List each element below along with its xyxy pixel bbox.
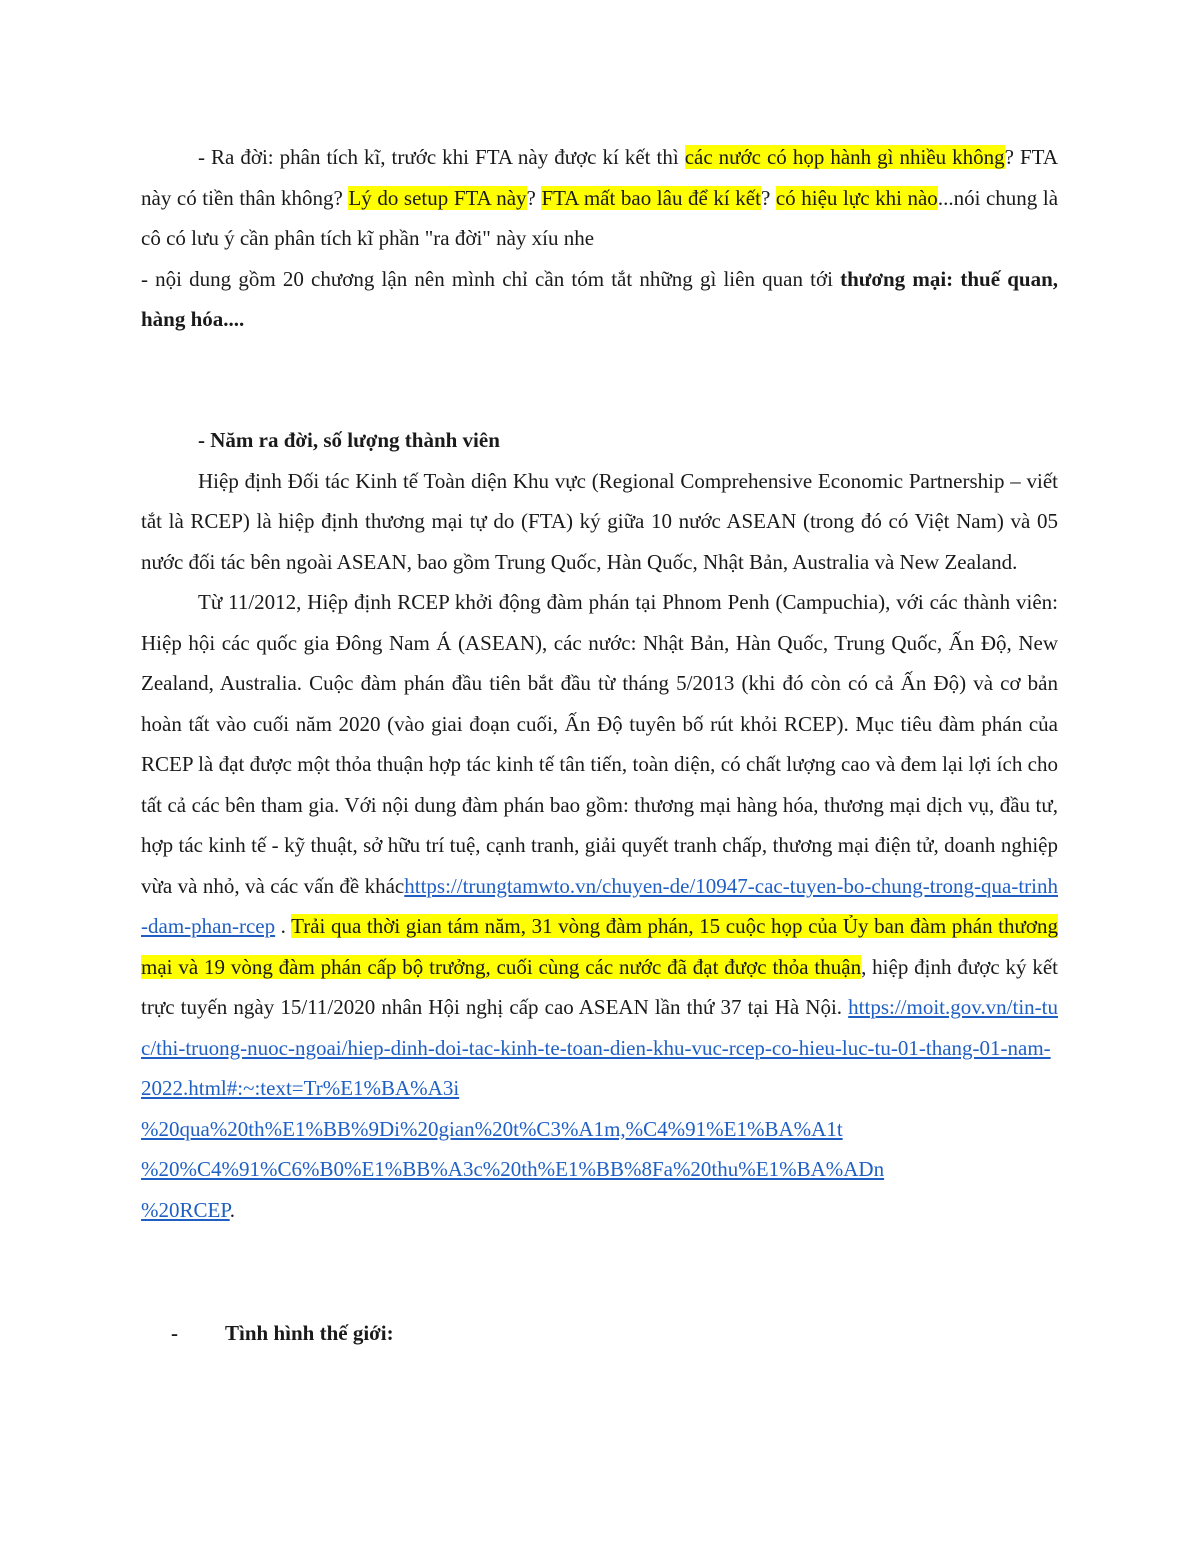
trungtamwto-link[interactable]: https://trungtamwto.vn/chuyen-de/10947-cac-tuyen-bo-chung-trong-qua-trinh-dam-phan-rcep <box>141 873 1058 938</box>
intro-notes <box>141 137 1058 340</box>
text-run: - nội dung gồm 20 chương lận nên mình chỉ cần tóm tắt những gì liên quan tới <box>141 266 841 291</box>
link-segment[interactable]: %20%C4%91%C6%B0%E1%BB%A3c%20th%E1%BB%8Fa%20thu%E1%BA%ADn <box>141 1157 885 1181</box>
highlight-text: Lý do setup FTA này <box>348 185 527 210</box>
section-heading: - Năm ra đời, số lượng thành viên <box>198 428 500 452</box>
section-heading <box>141 1313 1058 1354</box>
bold-text: thương mại: thuế quan, hàng hóa.... <box>141 266 1058 331</box>
section-founding-members <box>141 420 1058 1230</box>
text-run: ? <box>760 185 776 210</box>
intro-paragraph-1 <box>141 137 1058 259</box>
text-run: Từ 11/2012, Hiệp định RCEP khởi động đàm phán tại Phnom Penh (Campuchia), với các thành viên: Hiệp hội các quốc gia Đông Nam Á (ASEAN), các nước: Nhật Bản, Hàn Quốc, Trung Quốc, Ấn Độ, New Zealand, Australia. Cuộc đàm phán đầu tiên bắt đầu từ tháng 5/2013 (khi đó còn có cả Ấn Độ) và cơ bản hoàn tất vào cuối năm 2020 (vào giai đoạn cuối, Ấn Độ tuyên bố rút khỏi RCEP). Mục tiêu đàm phán của RCEP là đạt được một thỏa thuận hợp tác kinh tế tân tiến, toàn diện, có chất lượng cao và đem lại lợi ích cho tất cả các bên tham gia. Với nội dung đàm phán bao gồm: thương mại hàng hóa, thương mại dịch vụ, đầu tư, hợp tác kinh tế - kỹ thuật, sở hữu trí tuệ, cạnh tranh, giải quyết tranh chấp, thương mại điện tử, doanh nghiệp vừa và nhỏ, và các vấn đề khác <box>141 590 1058 898</box>
text-run: . <box>275 914 292 938</box>
moit-link[interactable] <box>141 995 1058 1222</box>
list-dash: - <box>171 1321 178 1345</box>
link-segment[interactable]: https://moit.gov.vn/tin-tuc/thi-truong-nuoc-ngoai/hiep-dinh-doi-tac-kinh-te-toan-dien-khu-vuc-rcep-co-hieu-luc-tu-01-thang-01-nam-2022.html#:~:text=Tr%E1%BA%A3i <box>141 995 1058 1100</box>
text-run: , hiệp định được ký kết trực tuyến ngày 15/11/2020 nhân Hội nghị cấp cao ASEAN lần thứ 37 tại Hà Nội. <box>141 954 1058 1019</box>
text-run: ? FTA này có tiền thân không? <box>141 145 1058 210</box>
text-run: - Ra đời: phân tích kĩ, trước khi FTA này được kí kết thì <box>198 145 685 169</box>
rcep-history-paragraph <box>141 582 1058 1230</box>
highlight-text: có hiệu lực khi nào <box>775 185 938 210</box>
highlight-text: Trải qua thời gian tám năm, 31 vòng đàm phán, 15 cuộc họp của Ủy ban đàm phán thương mại và 19 vòng đàm phán cấp bộ trưởng, cuối cùng các nước đã đạt được thỏa thuận <box>141 914 1058 979</box>
link-segment[interactable]: %20RCEP <box>141 1197 230 1222</box>
intro-paragraph-2 <box>141 259 1058 340</box>
section-world-situation <box>141 1313 1058 1354</box>
text-run: . <box>229 1197 235 1222</box>
text-run: ...nói chung là cô có lưu ý cần phân tích kĩ phần "ra đời" này xíu nhe <box>141 185 1059 250</box>
rcep-definition-paragraph: Hiệp định Đối tác Kinh tế Toàn diện Khu vực (Regional Comprehensive Economic Partnership – viết tắt là RCEP) là hiệp định thương mại tự do (FTA) ký giữa 10 nước ASEAN (trong đó có Việt Nam) và 05 nước đối tác bên ngoài ASEAN, bao gồm Trung Quốc, Hàn Quốc, Nhật Bản, Australia và New Zealand. <box>141 468 1058 574</box>
heading-text: Tình hình thế giới: <box>225 1321 394 1345</box>
highlight-text: FTA mất bao lâu để kí kết <box>541 185 761 210</box>
highlight-text: các nước có họp hành gì nhiều không <box>684 145 1005 169</box>
link-segment[interactable]: %20qua%20th%E1%BB%9Di%20gian%20t%C3%A1m,%C4%91%E1%BA%A1t <box>141 1116 843 1141</box>
text-run: ? <box>526 185 542 210</box>
